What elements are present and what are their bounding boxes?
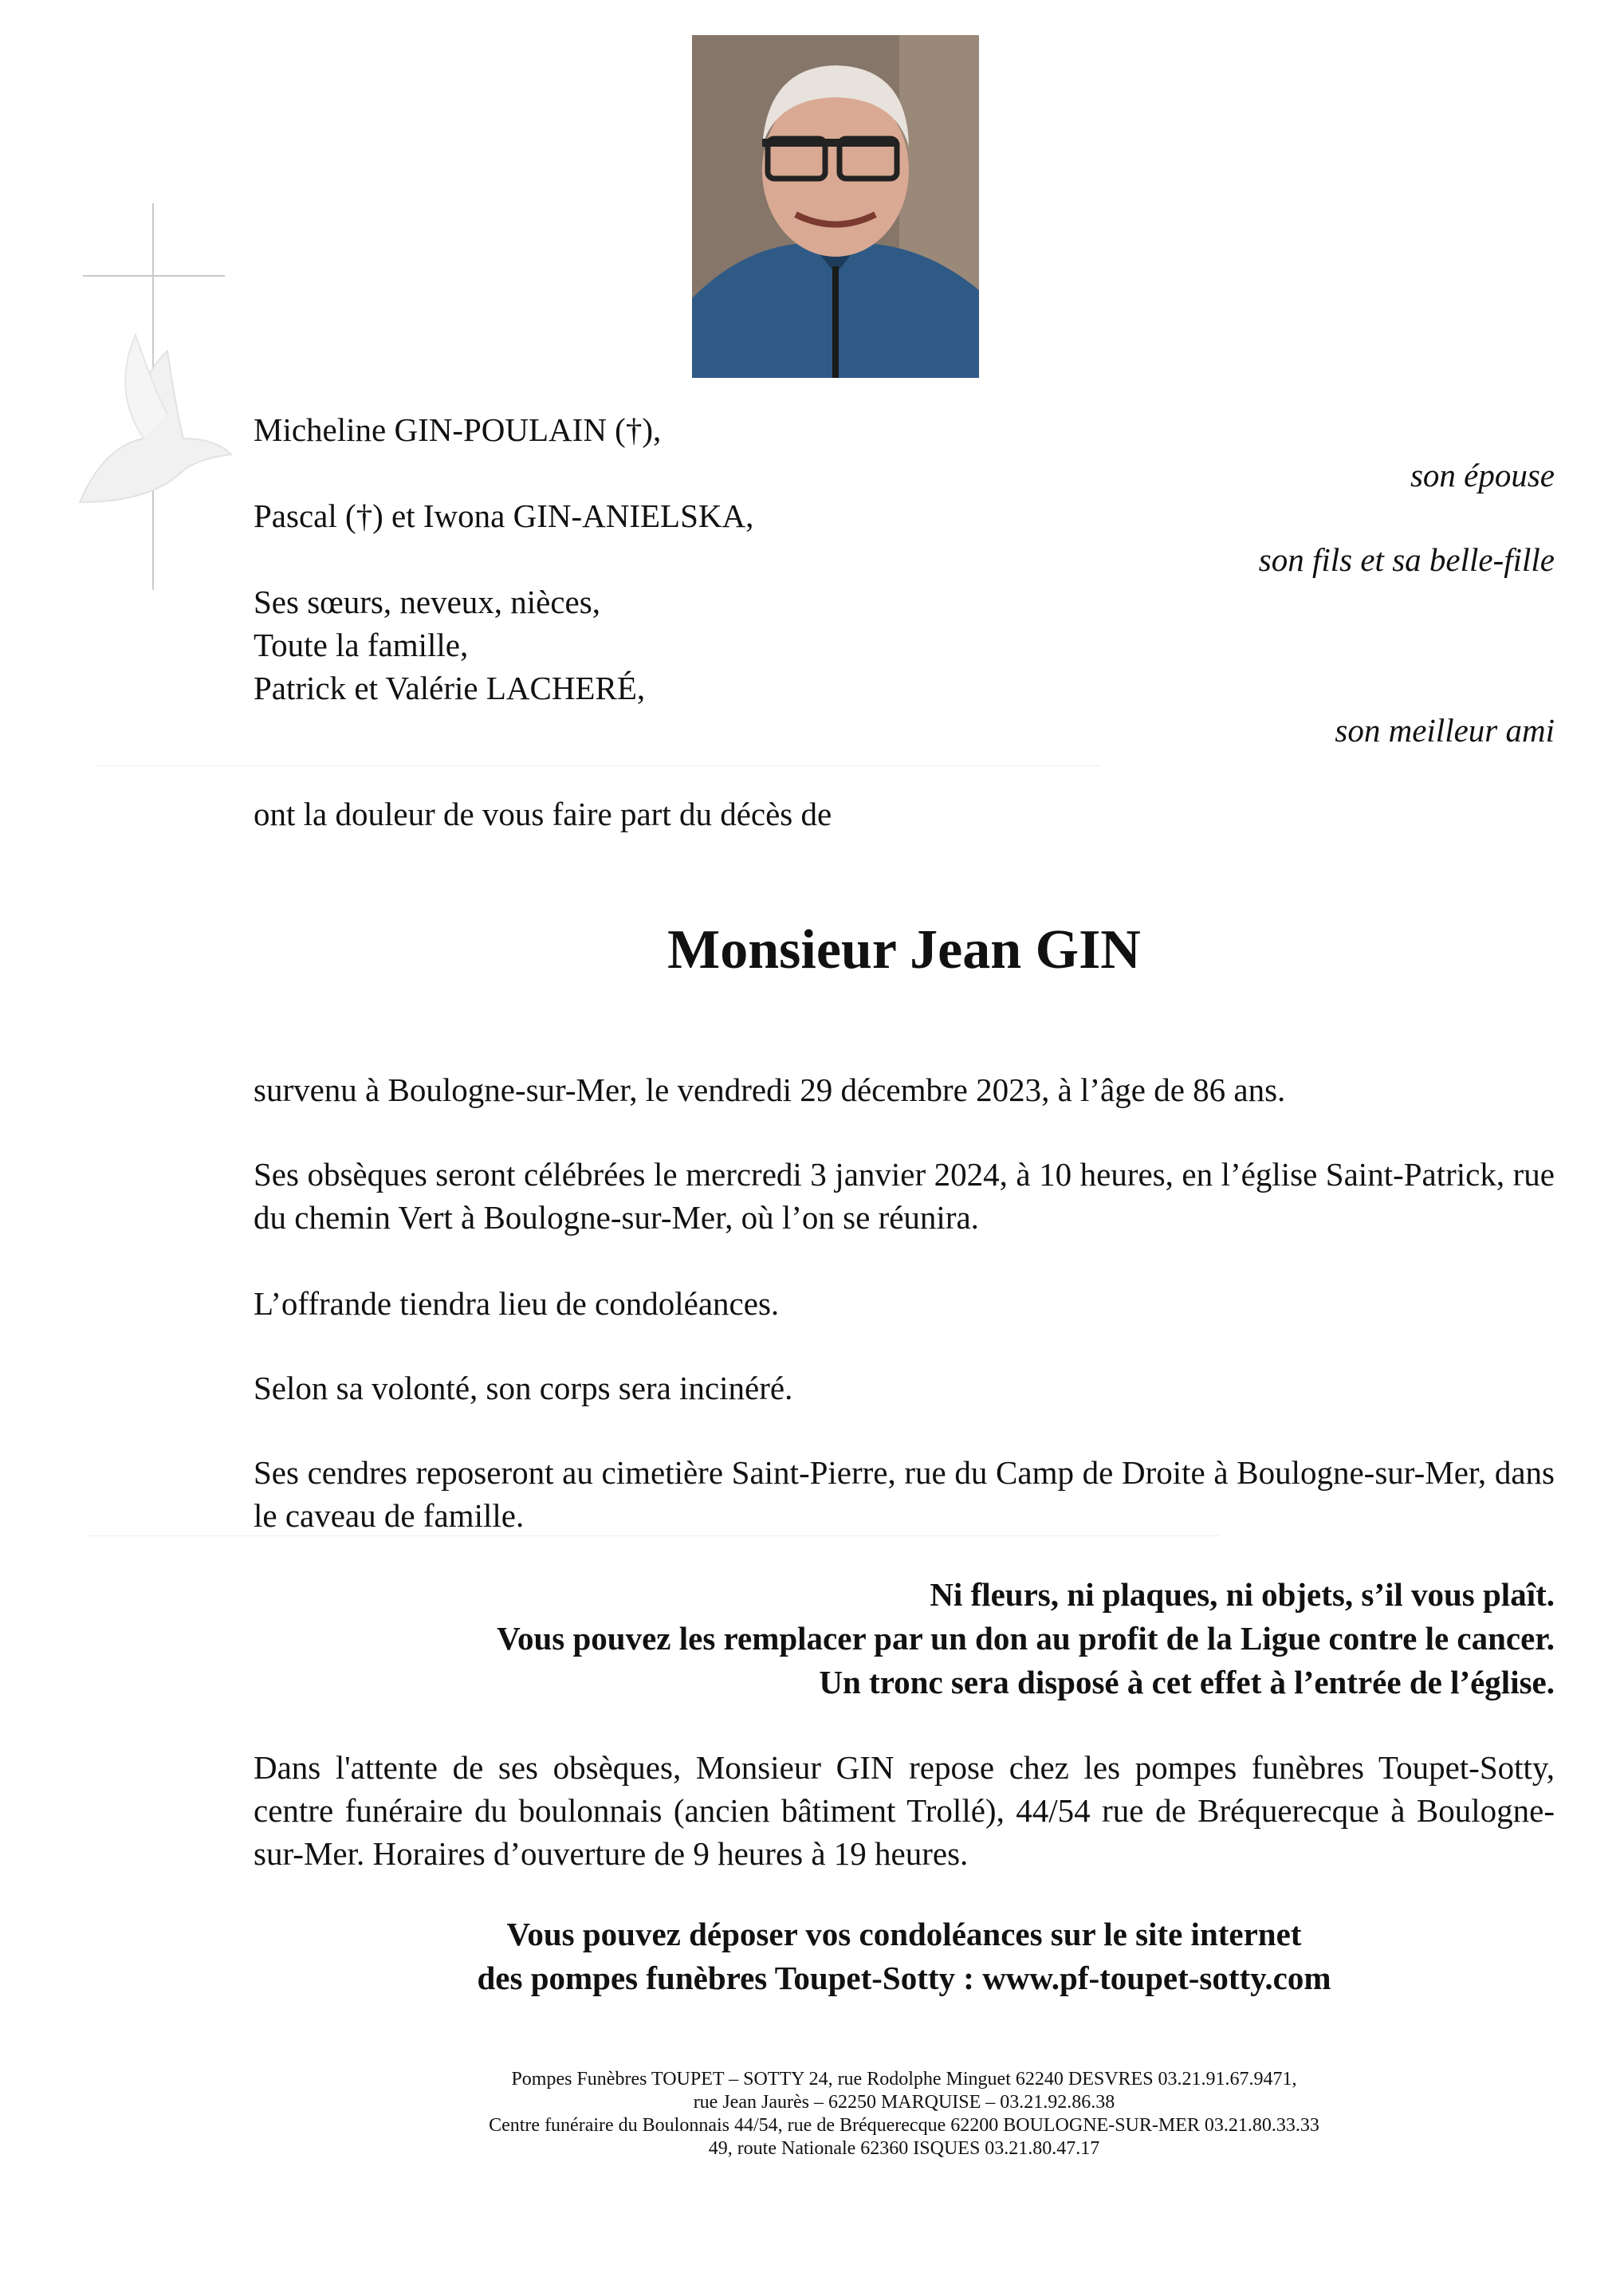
paragraph: Selon sa volonté, son corps sera incinéré. — [254, 1370, 793, 1406]
relation-label: son épouse — [1410, 457, 1555, 493]
paragraph: survenu à Boulogne-sur-Mer, le vendredi 29 décembre 2023, à l’âge de 86 ans. — [254, 1071, 1286, 1108]
footer-line: Pompes Funèbres TOUPET – SOTTY 24, rue Rodolphe Minguet 62240 DESVRES 03.21.91.67.9471, — [511, 2069, 1297, 2090]
condolences-line: Vous pouvez déposer vos condoléances sur le site internet — [506, 1916, 1302, 1952]
cross-bar — [83, 275, 225, 277]
divider — [88, 1535, 1220, 1536]
condolences-line: des pompes funèbres Toupet-Sotty : www.pf-toupet-sotty.com — [477, 1960, 1331, 1996]
announcement: ont la douleur de vous faire part du décès de — [254, 796, 832, 832]
family-line: Patrick et Valérie LACHERÉ, — [254, 670, 646, 706]
family-line: Pascal (†) et Iwona GIN-ANIELSKA, — [254, 497, 754, 534]
wish-line: Un tronc sera disposé à cet effet à l’entrée de l’église. — [819, 1664, 1555, 1700]
relation-label: son fils et sa belle-fille — [1258, 541, 1555, 578]
family-line: Ses sœurs, neveux, nièces, — [254, 584, 600, 620]
deceased-name: Monsieur Jean GIN — [667, 919, 1141, 981]
dove-icon — [56, 319, 239, 526]
wish-line: Vous pouvez les remplacer par un don au profit de la Ligue contre le cancer. — [497, 1620, 1555, 1657]
family-line: Micheline GIN-POULAIN (†), — [254, 411, 662, 448]
portrait-icon — [692, 35, 979, 378]
footer-line: Centre funéraire du Boulonnais 44/54, rue de Bréquerecque 62200 BOULOGNE-SUR-MER 03.21.80.33.33 — [489, 2115, 1319, 2136]
family-line: Toute la famille, — [254, 627, 469, 663]
relation-label: son meilleur ami — [1335, 712, 1555, 749]
footer-line: 49, route Nationale 62360 ISQUES 03.21.80.47.17 — [708, 2138, 1100, 2159]
portrait-photo — [692, 35, 979, 378]
paragraph: L’offrande tiendra lieu de condoléances. — [254, 1285, 780, 1322]
divider — [96, 765, 1100, 766]
rest-info: Dans l'attente de ses obsèques, Monsieur GIN repose chez les pompes funèbres Toupet-Sotty, centre funéraire du boulonnais (ancien bâtiment Trollé), 44/54 rue de Bréquerecque à Boulogne-sur-Mer. Horaires d’ouverture de 9 heures à 19 heures. — [254, 1749, 1555, 1872]
wish-line: Ni fleurs, ni plaques, ni objets, s’il vous plaît. — [930, 1576, 1555, 1613]
footer-line: rue Jean Jaurès – 62250 MARQUISE – 03.21.92.86.38 — [693, 2092, 1115, 2113]
paragraph: Ses cendres reposeront au cimetière Saint-Pierre, rue du Camp de Droite à Boulogne-sur-Mer, dans le caveau de famille. — [254, 1454, 1555, 1534]
paragraph: Ses obsèques seront célébrées le mercredi 3 janvier 2024, à 10 heures, en l’église Saint-Patrick, rue du chemin Vert à Boulogne-sur-Mer, où l’on se réunira. — [254, 1156, 1555, 1236]
